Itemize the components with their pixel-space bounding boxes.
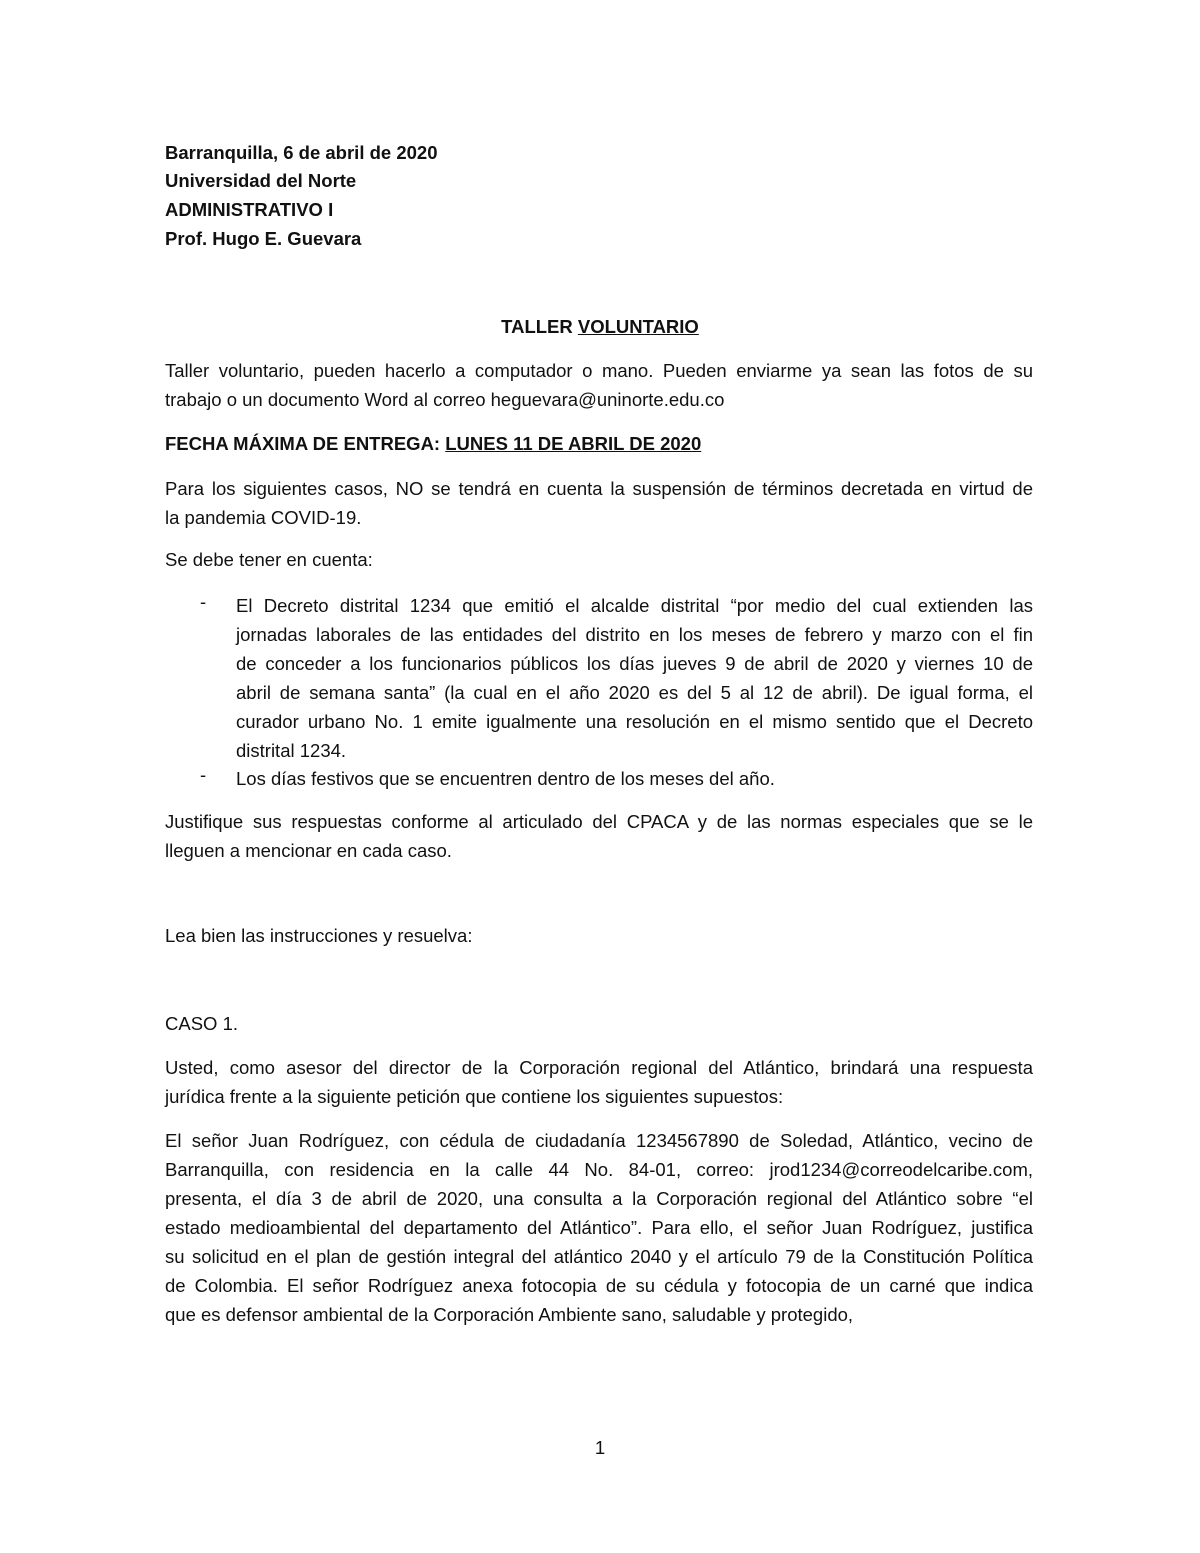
case-1-p2-line-2: Barranquilla, con residencia en la calle 44 No. 84-01, correo: jrod1234@correodelcaribe.com, bbox=[165, 1159, 1033, 1180]
case-1-p2-line-1: El señor Juan Rodríguez, con cédula de ciudadanía 1234567890 de Soledad, Atlántico, vecino de bbox=[165, 1130, 1033, 1151]
case-1-p2-line-5: su solicitud en el plan de gestión integral del atlántico 2040 y el artículo 79 de la Constitución Política bbox=[165, 1246, 1033, 1267]
justify-paragraph bbox=[165, 807, 1033, 865]
justify-line-2: lleguen a mencionar en cada caso. bbox=[165, 840, 452, 861]
bullet-1-line-5: curador urbano No. 1 emite igualmente una resolución en el mismo sentido que el Decreto bbox=[236, 711, 1033, 732]
case-1-p2-line-6: de Colombia. El señor Rodríguez anexa fotocopia de su cédula y fotocopia de un carné que indica bbox=[165, 1275, 1033, 1296]
case-1-p1-line-1: Usted, como asesor del director de la Corporación regional del Atlántico, brindará una respuesta bbox=[165, 1057, 1033, 1078]
bullet-marker-2: - bbox=[200, 764, 207, 785]
case-1-paragraph-2 bbox=[165, 1126, 1033, 1329]
deadline-value: LUNES 11 DE ABRIL DE 2020 bbox=[445, 433, 702, 454]
suspension-line-1: Para los siguientes casos, NO se tendrá en cuenta la suspensión de términos decretada en virtud de bbox=[165, 478, 1033, 499]
title-part2: VOLUNTARIO bbox=[577, 316, 699, 337]
page-number: 1 bbox=[594, 1437, 606, 1458]
case-1-p2-line-3: presenta, el día 3 de abril de 2020, una consulta a la Corporación regional del Atlántico sobre “el bbox=[165, 1188, 1033, 1209]
header-place-date: Barranquilla, 6 de abril de 2020 bbox=[165, 142, 438, 163]
deadline-label: FECHA MÁXIMA DE ENTREGA: bbox=[165, 433, 441, 454]
intro-line-2: trabajo o un documento Word al correo heguevara@uninorte.edu.co bbox=[165, 389, 725, 410]
header-course: ADMINISTRATIVO I bbox=[165, 199, 334, 220]
case-1-heading: CASO 1. bbox=[165, 1013, 238, 1034]
document-title bbox=[0, 316, 1200, 338]
case-1-p2-line-7: que es defensor ambiental de la Corporación Ambiente sano, saludable y protegido, bbox=[165, 1304, 854, 1325]
case-1-paragraph-1 bbox=[165, 1053, 1033, 1111]
instructions: Lea bien las instrucciones y resuelva: bbox=[165, 925, 473, 946]
header-professor: Prof. Hugo E. Guevara bbox=[165, 228, 362, 249]
case-1-p1-line-2: jurídica frente a la siguiente petición que contiene los siguientes supuestos: bbox=[165, 1086, 784, 1107]
bullet-item-1 bbox=[236, 591, 1033, 765]
bullet-marker-1: - bbox=[200, 591, 207, 612]
bullet-1-line-1: El Decreto distrital 1234 que emitió el alcalde distrital “por medio del cual extienden las bbox=[236, 595, 1033, 616]
bullet-2-line-1: Los días festivos que se encuentren dentro de los meses del año. bbox=[236, 768, 775, 789]
bullet-item-2 bbox=[236, 764, 1033, 793]
bullet-1-line-2: jornadas laborales de las entidades del distrito en los meses de febrero y marzo con el fin bbox=[236, 624, 1033, 645]
header-university: Universidad del Norte bbox=[165, 170, 357, 191]
intro-line-1: Taller voluntario, pueden hacerlo a computador o mano. Pueden enviarme ya sean las fotos de su bbox=[165, 360, 1033, 381]
justify-line-1: Justifique sus respuestas conforme al articulado del CPACA y de las normas especiales que se le bbox=[165, 811, 1033, 832]
case-1-p2-line-4: estado medioambiental del departamento del Atlántico”. Para ello, el señor Juan Rodríguez, justifica bbox=[165, 1217, 1033, 1238]
suspension-line-2: la pandemia COVID-19. bbox=[165, 507, 362, 528]
bullet-1-line-3: de conceder a los funcionarios públicos los días jueves 9 de abril de 2020 y viernes 10 de bbox=[236, 653, 1033, 674]
bullet-1-line-6: distrital 1234. bbox=[236, 740, 347, 761]
intro-paragraph bbox=[165, 356, 1033, 414]
bullet-1-line-4: abril de semana santa” (la cual en el año 2020 es del 5 al 12 de abril). De igual forma, el bbox=[236, 682, 1033, 703]
consider-label: Se debe tener en cuenta: bbox=[165, 549, 373, 570]
deadline bbox=[165, 433, 701, 455]
suspension-paragraph bbox=[165, 474, 1033, 532]
title-part1: TALLER bbox=[501, 316, 578, 337]
